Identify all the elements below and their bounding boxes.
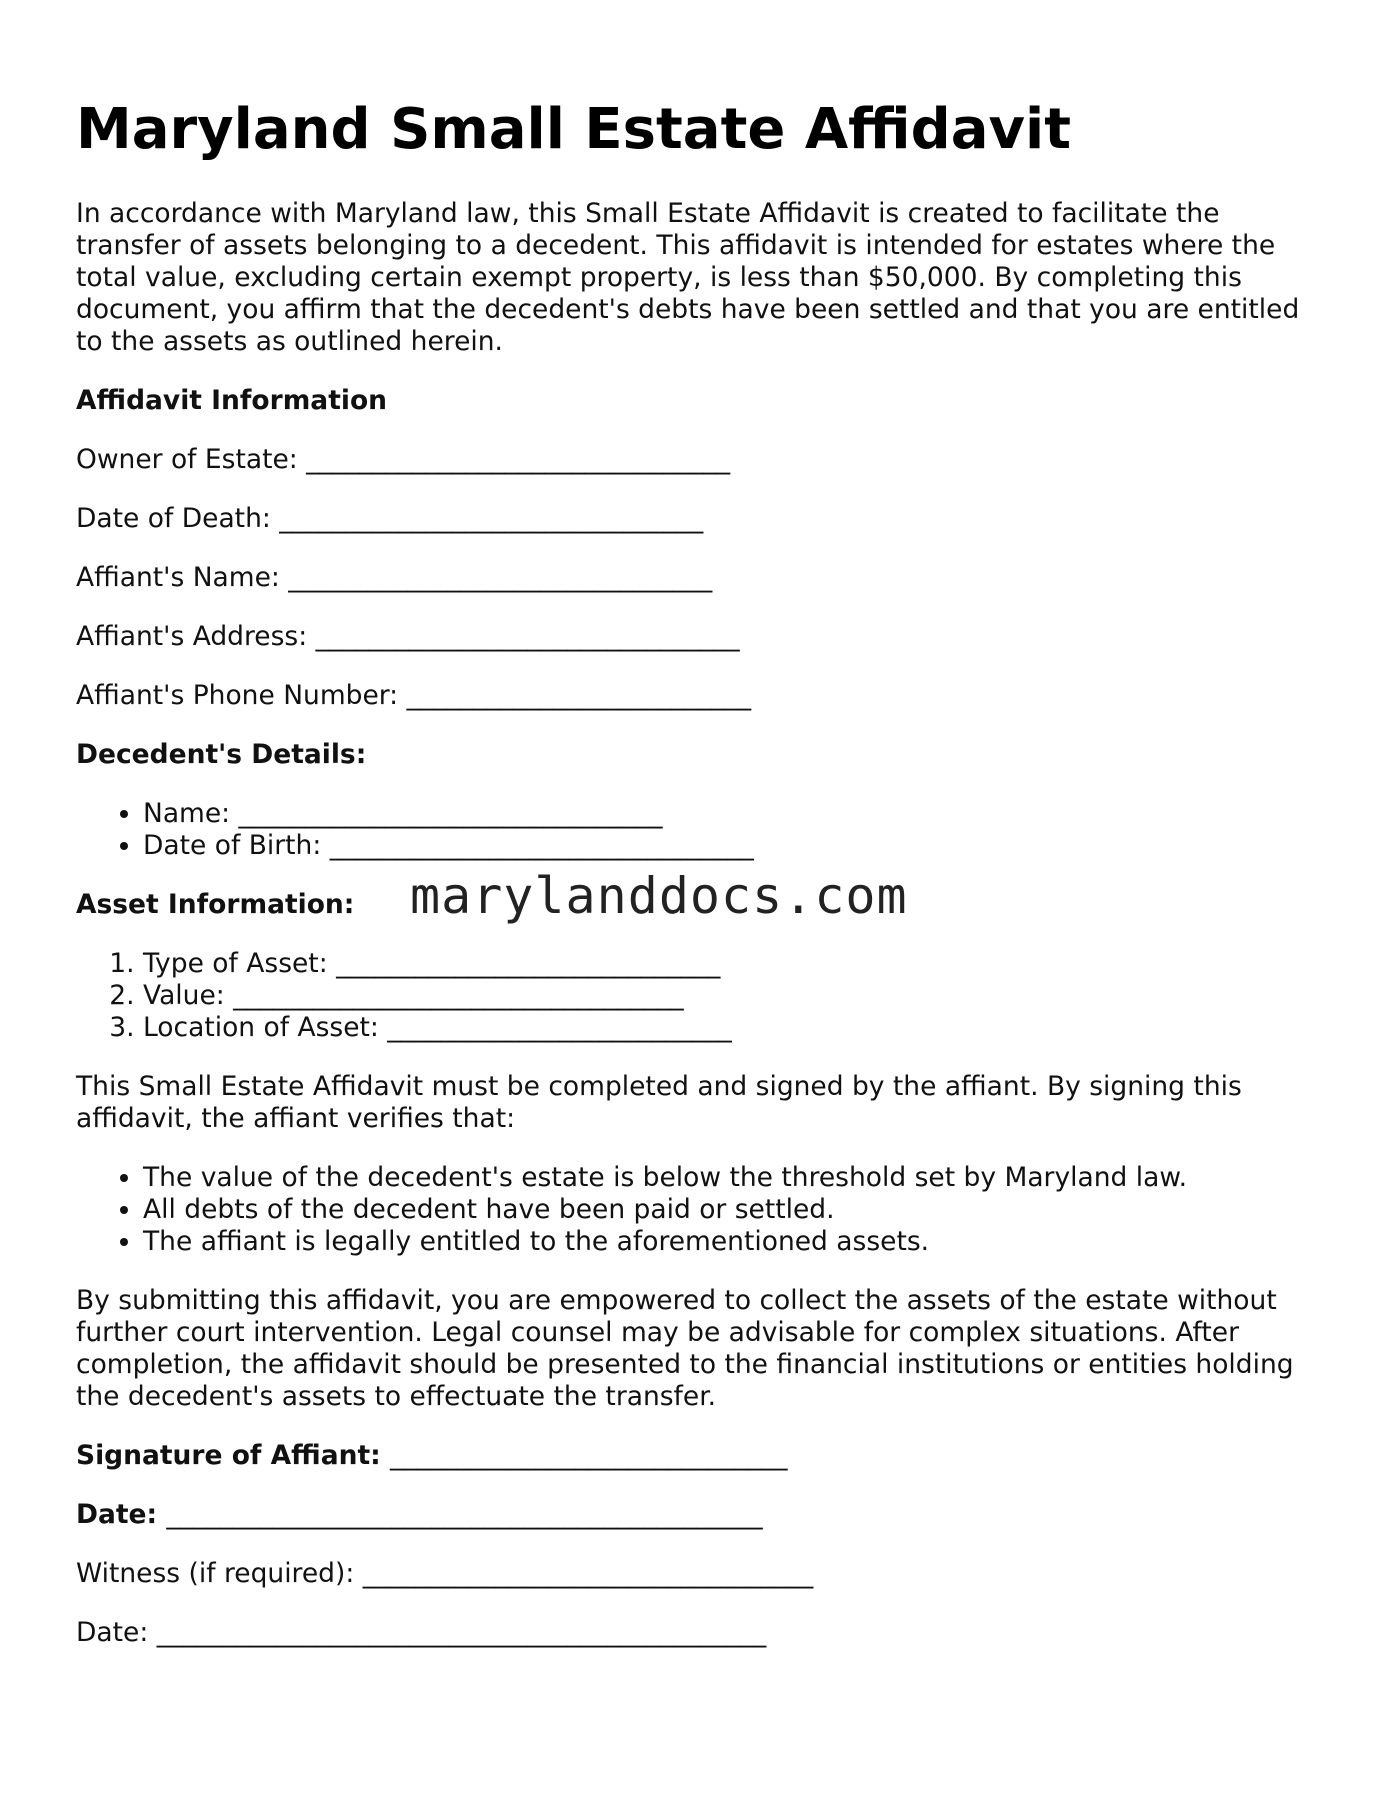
intro-paragraph: In accordance with Maryland law, this Small Estate Affidavit is created to facilitate the transfer of assets belonging to a decedent. This affidavit is intended for estates where the total value, excluding certain exempt property, is less than $50,000. By completing this document, you affirm that the decedent's debts have been settled and that you are entitled to the assets as outlined herein.: [76, 198, 1300, 357]
list-item: [143, 948, 1316, 980]
list-item: • The value of the decedent's estate is below the threshold set by Maryland law.: [143, 1162, 1316, 1194]
list-item: • The affiant is legally entitled to the aforementioned assets.: [143, 1226, 1316, 1258]
witness-date-label: Date:: [76, 1617, 149, 1648]
affiant-phone-label: Affiant's Phone Number:: [76, 680, 399, 711]
asset-location-blank[interactable]: __________________________: [387, 1012, 732, 1043]
date-of-death-label: Date of Death:: [76, 503, 271, 534]
witness-date-blank[interactable]: ______________________________________________: [156, 1617, 767, 1648]
asset-info-heading: Asset Information:: [76, 889, 355, 920]
affiant-phone-field: [76, 680, 1316, 712]
signature-field: [76, 1440, 1316, 1472]
affiant-name-blank[interactable]: ________________________________: [288, 562, 713, 593]
witness-label: Witness (if required):: [76, 1558, 355, 1589]
signature-label: Signature of Affiant:: [76, 1440, 381, 1471]
affiant-name-label: Affiant's Name:: [76, 562, 280, 593]
list-item: • All debts of the decedent have been paid or settled.: [143, 1194, 1316, 1226]
asset-type-label: Type of Asset:: [143, 948, 328, 979]
list-item: [143, 830, 1316, 862]
owner-of-estate-label: Owner of Estate:: [76, 444, 298, 475]
signature-date-field: [76, 1499, 1316, 1531]
witness-blank[interactable]: __________________________________: [362, 1558, 814, 1589]
date-of-death-field: [76, 503, 1316, 535]
affiant-phone-blank[interactable]: __________________________: [406, 680, 752, 711]
verification-list: [76, 1162, 1316, 1258]
witness-field: [76, 1558, 1316, 1590]
decedent-name-label: Name:: [143, 798, 231, 829]
date-of-death-blank[interactable]: ________________________________: [279, 503, 704, 534]
owner-of-estate-field: [76, 444, 1316, 476]
decedent-name-blank[interactable]: ________________________________: [238, 798, 663, 829]
decedent-details-heading: Decedent's Details:: [76, 739, 367, 770]
decedent-dob-label: Date of Birth:: [143, 830, 322, 861]
signature-date-blank[interactable]: _____________________________________________: [166, 1499, 763, 1530]
list-item: [143, 798, 1316, 830]
affiant-name-field: [76, 562, 1316, 594]
affidavit-info-heading: Affidavit Information: [76, 385, 388, 416]
signature-date-label: Date:: [76, 1499, 158, 1530]
asset-type-blank[interactable]: _____________________________: [336, 948, 721, 979]
asset-value-label: Value:: [143, 980, 225, 1011]
owner-of-estate-blank[interactable]: ________________________________: [306, 444, 731, 475]
watermark-text: marylanddocs.com: [410, 867, 908, 925]
witness-date-field: [76, 1617, 1316, 1649]
asset-info-list: [76, 948, 1316, 1044]
affiant-address-field: [76, 621, 1316, 653]
asset-location-label: Location of Asset:: [143, 1012, 379, 1043]
list-item: [143, 1012, 1316, 1044]
affiant-address-blank[interactable]: ________________________________: [315, 621, 740, 652]
signature-blank[interactable]: ______________________________: [389, 1440, 788, 1471]
decedent-dob-blank[interactable]: ________________________________: [329, 830, 754, 861]
page-title: Maryland Small Estate Affidavit: [76, 97, 1071, 162]
closing-paragraph: By submitting this affidavit, you are empowered to collect the assets of the estate without further court intervention. Legal counsel may be advisable for complex situations. After completion, the affidavit should be presented to the financial institutions or entities holding the decedent's assets to effectuate the transfer.: [76, 1285, 1294, 1412]
decedent-details-list: [76, 798, 1316, 862]
asset-value-blank[interactable]: __________________________________: [233, 980, 684, 1011]
affiant-address-label: Affiant's Address:: [76, 621, 308, 652]
list-item: [143, 980, 1316, 1012]
signing-paragraph: This Small Estate Affidavit must be completed and signed by the affiant. By signing this affidavit, the affiant verifies that:: [76, 1071, 1242, 1134]
